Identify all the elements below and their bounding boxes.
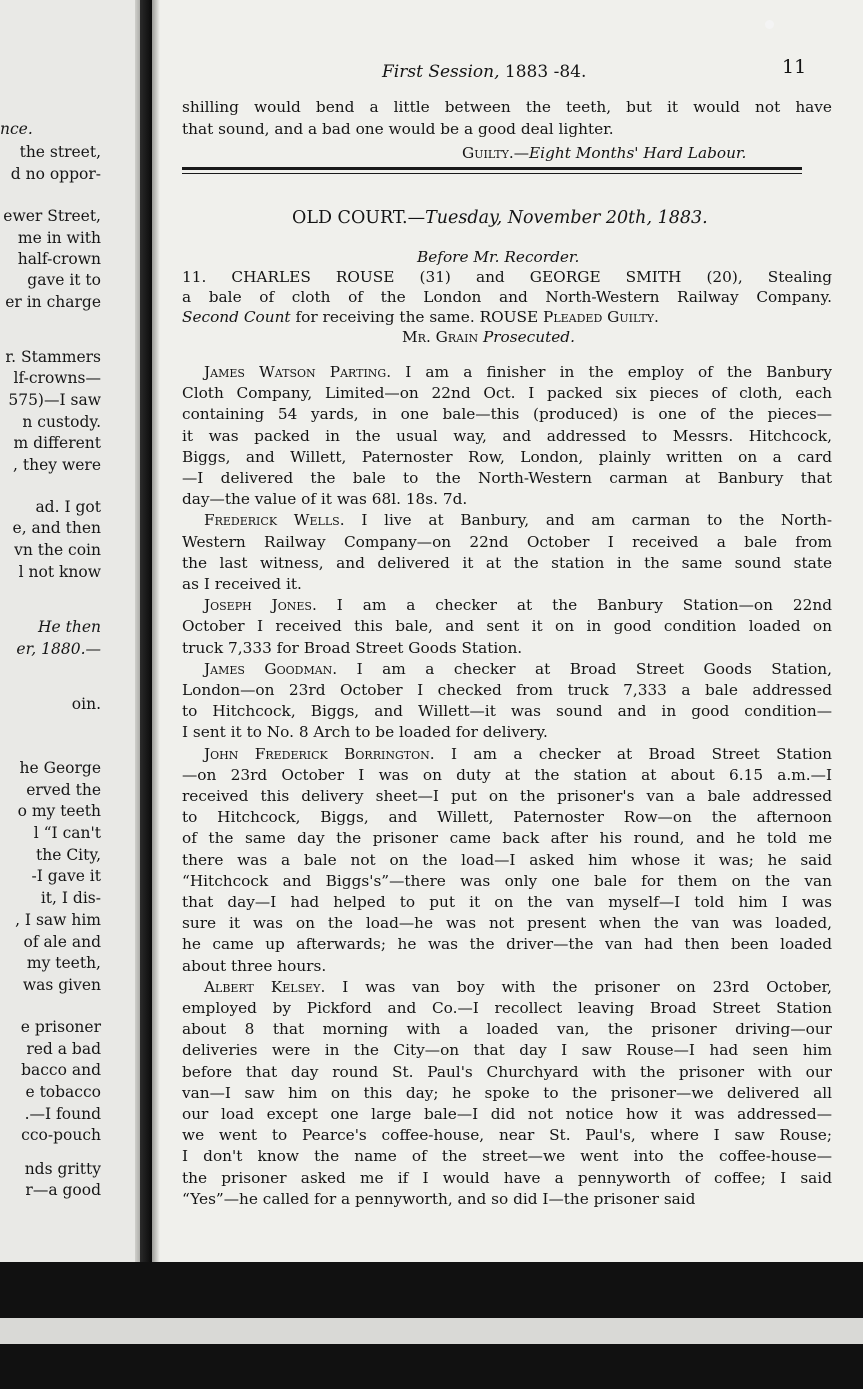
section-rule-thin	[182, 173, 802, 174]
testimony-line: about three hours.	[182, 957, 327, 975]
testimony-line: before that day round St. Paul's Churchyard with the prisoner with our	[182, 1063, 832, 1081]
left-page-line: vn the coin	[14, 541, 101, 559]
left-page-line: of ale and	[23, 933, 101, 951]
scan-artifact-dot	[765, 20, 774, 29]
verdict	[462, 144, 746, 162]
case-line-3	[182, 310, 659, 325]
left-page-line: cco-pouch	[21, 1126, 101, 1144]
testimony-text: I live at Banbury, and am carman to the North-	[344, 511, 832, 529]
left-page-line: l not know	[18, 563, 101, 581]
left-page-line: -I gave it	[31, 867, 101, 885]
witness-name: James Watson Parting.	[204, 363, 392, 381]
left-page-line: the street,	[19, 143, 101, 161]
testimony-line: Biggs, and Willett, Paternoster Row, London, plainly written on a card	[182, 448, 832, 466]
left-page-line: o my teeth	[17, 802, 101, 820]
testimony-line: the last witness, and delivered it at the station in the same sound state	[182, 554, 832, 572]
left-page-line: it, I dis-	[40, 889, 101, 907]
court-date: Tuesday, November 20th, 1883.	[425, 208, 708, 228]
left-page	[0, 0, 145, 1270]
left-page-line: me in with	[17, 229, 101, 247]
testimony-line: —on 23rd October I was on duty at the station at about 6.15 a.m.—I	[182, 766, 832, 784]
prosecutor-name: Mr. Grain	[402, 328, 479, 346]
testimony-line: to Hitchcock, Biggs, and Willett, Paternoster Row—on the afternoon	[182, 808, 832, 826]
left-page-line: e tobacco	[25, 1083, 101, 1101]
intro-line-1: shilling would bend a little between the teeth, but it would not have	[182, 98, 832, 116]
testimony-line: to Hitchcock, Biggs, and Willett—it was sound and in good condition—	[182, 702, 832, 720]
witness-name: Albert Kelsey.	[204, 978, 326, 996]
running-header	[382, 62, 586, 82]
left-page-line: r—a good	[25, 1181, 101, 1199]
testimony-line	[182, 598, 832, 613]
testimony-line: we went to Pearce's coffee-house, near St. Paul's, where I saw Rouse;	[182, 1126, 832, 1144]
left-page-line: ad. I got	[35, 498, 101, 516]
left-page-line: ewer Street,	[3, 207, 101, 225]
left-page-line: oin.	[71, 695, 101, 713]
witness-name: Joseph Jones.	[204, 596, 317, 614]
testimony-line: London—on 23rd October I checked from truck 7,333 a bale addressed	[182, 681, 832, 699]
left-page-line: gave it to	[27, 271, 101, 289]
plea: Pleaded Guilty.	[543, 308, 659, 326]
testimony-line: about 8 that morning with a loaded van, the prisoner driving—our	[182, 1020, 832, 1038]
witness-name: Frederick Wells.	[204, 511, 345, 529]
left-page-line: nce.	[0, 120, 33, 138]
testimony-line: “Yes”—he called for a pennyworth, and so did I—the prisoner said	[182, 1190, 696, 1208]
court-name: OLD COURT.—	[292, 208, 426, 228]
witness-name: James Goodman.	[204, 660, 338, 678]
case-line-1: 11. CHARLES ROUSE (31) and GEORGE SMITH (20), Stealing	[182, 268, 832, 286]
testimony-text: I am a finisher in the employ of the Banbury	[391, 363, 832, 381]
section-rule-thick	[182, 167, 802, 170]
testimony-line: Western Railway Company—on 22nd October I received a bale from	[182, 533, 832, 551]
case-line-2: a bale of cloth of the London and North-Western Railway Company.	[182, 288, 832, 306]
testimony-line: that day—I had helped to put it on the van myself—I told him I was	[182, 893, 832, 911]
left-page-line: nds gritty	[24, 1160, 101, 1178]
left-page-line: was given	[22, 976, 101, 994]
left-page-line: er, 1880.—	[16, 640, 101, 658]
left-page-line: half-crown	[17, 250, 101, 268]
left-page-line: d no oppor-	[10, 165, 101, 183]
left-page-line: He then	[38, 618, 101, 636]
intro-line-2: that sound, and a bad one would be a good deal lighter.	[182, 120, 614, 138]
verdict-label: Guilty.—	[462, 144, 530, 162]
testimony-text: I was van boy with the prisoner on 23rd October,	[325, 978, 832, 996]
testimony-line: October I received this bale, and sent it on in good condition loaded on	[182, 617, 832, 635]
left-page-line: 575)—I saw	[8, 391, 101, 409]
testimony-line: sure it was on the load—he was not present when the van was loaded,	[182, 914, 832, 932]
testimony-line: containing 54 yards, in one bale—this (produced) is one of the pieces—	[182, 405, 832, 423]
witness-name: John Frederick Borrington.	[204, 745, 435, 763]
testimony-line: Cloth Company, Limited—on 22nd Oct. I packed six pieces of cloth, each	[182, 384, 832, 402]
page-number: 11	[782, 56, 807, 78]
left-page-line: er in charge	[5, 293, 101, 311]
left-page-line: e, and then	[12, 519, 101, 537]
testimony-line: he came up afterwards; he was the driver—the van had then been loaded	[182, 935, 832, 953]
right-page-edge-shadow	[152, 0, 160, 1262]
testimony-line	[182, 662, 832, 677]
testimony-line: it was packed in the usual way, and addressed to Messrs. Hitchcock,	[182, 427, 832, 445]
left-page-line: he George	[19, 759, 101, 777]
left-page-line: , they were	[13, 456, 101, 474]
testimony-text: I am a checker at Broad Street Goods Station,	[337, 660, 832, 678]
testimony-line: van—I saw him on this day; he spoke to the prisoner—we delivered all	[182, 1084, 832, 1102]
left-page-line: the City,	[36, 846, 101, 864]
left-page-text	[0, 0, 145, 1270]
left-page-line: n custody.	[22, 413, 101, 431]
testimony-line: I don't know the name of the street—we went into the coffee-house—	[182, 1147, 832, 1165]
left-page-line: red a bad	[26, 1040, 101, 1058]
right-page	[152, 0, 863, 1262]
header-session: First Session,	[382, 62, 500, 82]
testimony-line: “Hitchcock and Biggs's”—there was only one bale for them on the van	[182, 872, 832, 890]
testimony-text: I am a checker at Broad Street Station	[434, 745, 832, 763]
testimony-line	[182, 513, 832, 528]
left-page-line: lf-crowns—	[13, 369, 101, 387]
scan-bottom-strip	[0, 1318, 863, 1344]
testimony-line	[182, 365, 832, 380]
testimony-line: —I delivered the bale to the North-Western carman at Banbury that	[182, 469, 832, 487]
left-page-line: e prisoner	[20, 1018, 101, 1036]
testimony-line: truck 7,333 for Broad Street Goods Station.	[182, 639, 523, 657]
prosecuted-label: Prosecuted.	[478, 328, 575, 346]
left-page-line: erved the	[26, 781, 101, 799]
left-page-line: bacco and	[21, 1061, 101, 1079]
testimony-line	[182, 980, 832, 995]
testimony-line: employed by Pickford and Co.—I recollect leaving Broad Street Station	[182, 999, 832, 1017]
testimony-line: day—the value of it was 68l. 18s. 7d.	[182, 490, 468, 508]
testimony-line: deliveries were in the City—on that day I saw Rouse—I had seen him	[182, 1041, 832, 1059]
testimony-line: of the same day the prisoner came back after his round, and he told me	[182, 829, 832, 847]
left-page-line: .—I found	[24, 1105, 101, 1123]
testimony-line: our load except one large bale—I did not notice how it was addressed—	[182, 1105, 832, 1123]
testimony-line: I sent it to No. 8 Arch to be loaded for delivery.	[182, 723, 548, 741]
left-page-line: m different	[13, 434, 101, 452]
prosecution-line	[402, 330, 575, 345]
second-count-text: for receiving the same. ROUSE	[290, 308, 544, 326]
left-page-line: l “I can't	[33, 824, 101, 842]
testimony-line: received this delivery sheet—I put on the prisoner's van a bale addressed	[182, 787, 832, 805]
testimony-line: as I received it.	[182, 575, 302, 593]
testimony-text: I am a checker at the Banbury Station—on 22nd	[316, 596, 833, 614]
testimony-line: there was a bale not on the load—I asked him whose it was; he said	[182, 851, 832, 869]
left-page-line: , I saw him	[15, 911, 101, 929]
court-heading	[292, 208, 708, 228]
testimony-line	[182, 747, 832, 762]
testimony-line: the prisoner asked me if I would have a pennyworth of coffee; I said	[182, 1169, 832, 1187]
left-page-line: my teeth,	[26, 954, 101, 972]
left-page-line: r. Stammers	[5, 348, 101, 366]
before-line: Before Mr. Recorder.	[417, 248, 580, 266]
second-count-label: Second Count	[182, 308, 291, 326]
header-years: 1883 -84.	[499, 62, 587, 82]
verdict-sentence: Eight Months' Hard Labour.	[529, 144, 747, 162]
